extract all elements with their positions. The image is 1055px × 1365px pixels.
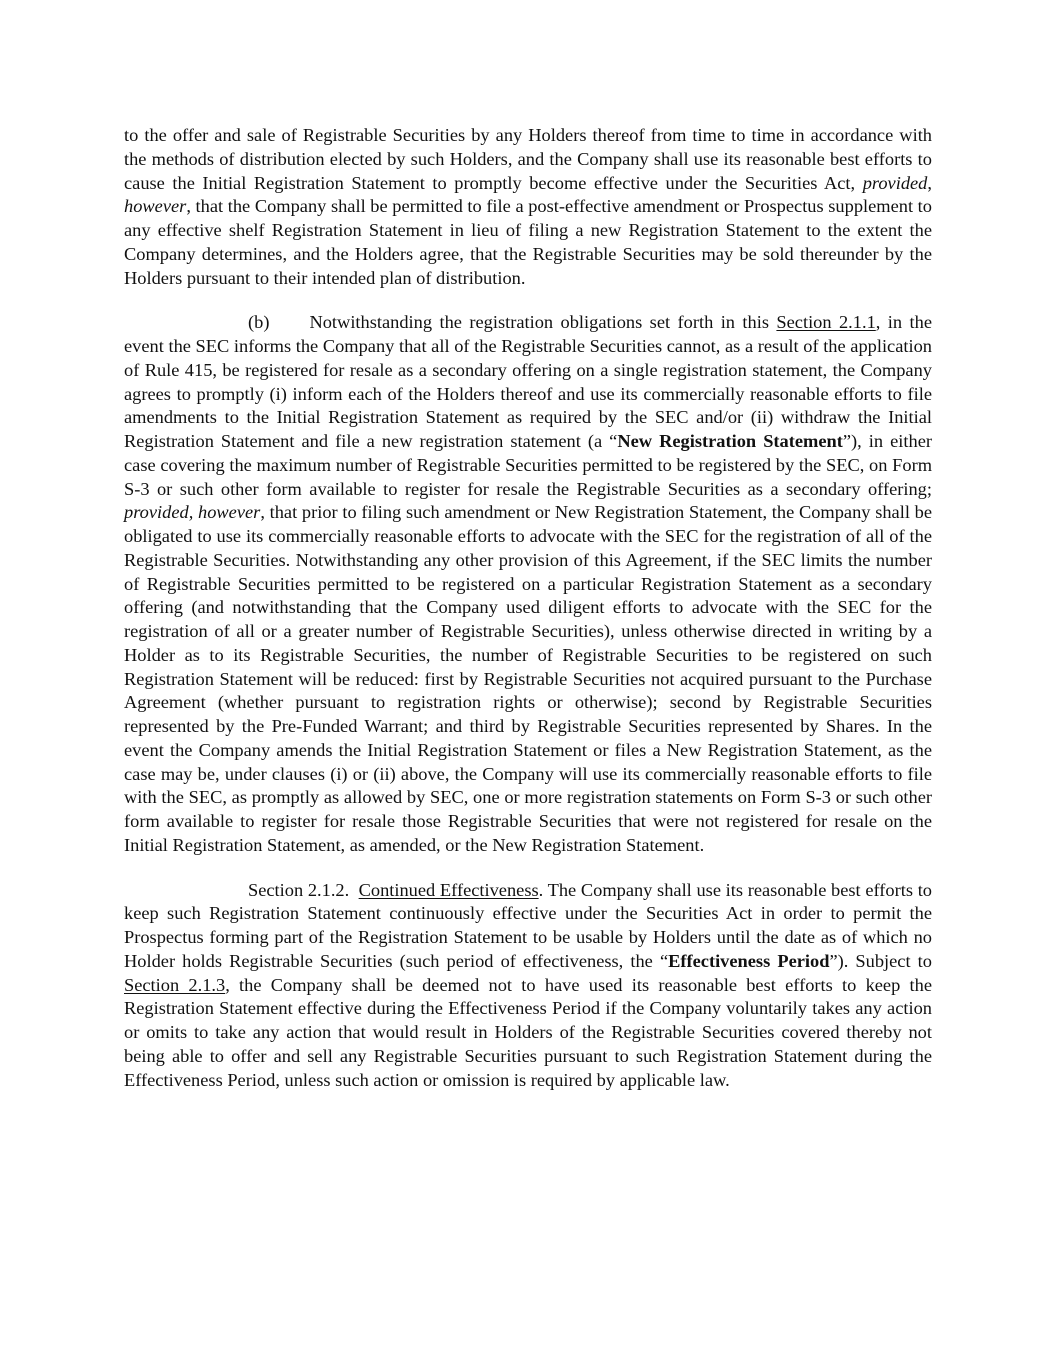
section-number: Section 2.1.2.: [248, 879, 350, 900]
text-run: ”). Subject to: [829, 950, 932, 971]
text-run: ,: [927, 172, 932, 193]
paragraph-continuation: [124, 124, 932, 290]
italic-provided-however: provided, however: [124, 502, 261, 523]
text-run: , that the Company shall be permitted to file a post-effective amendment or Prospectus supplement to any effective shelf Registration Statement in lieu of filing a new Registration Statement to the extent the Company determines, and the Holders agree, that the Registrable Securities may be sold thereunder by the Holders pursuant to their intended plan of distribution.: [124, 196, 932, 288]
clause-label: (b): [248, 312, 270, 333]
paragraph-b: [124, 311, 932, 857]
defined-term-effectiveness-period: Effectiveness Period: [668, 950, 830, 971]
paragraph-section-2-1-2: [124, 879, 932, 1093]
italic-however: however: [124, 196, 187, 217]
text-run: to the offer and sale of Registrable Securities by any Holders thereof from time to time in accordance with the methods of distribution elected by such Holders, and the Company shall use its reasonable best efforts to cause the Initial Registration Statement to promptly become effective under the Securities Act,: [124, 125, 932, 193]
text-run: , in the event the SEC informs the Company that all of the Registrable Securities cannot, as a result of the application of Rule 415, be registered for resale as a secondary offering on a single registration statement, the Company agrees to promptly (i) inform each of the Holders thereof and use its commercially reasonable efforts to file amendments to the Initial Registration Statement as required by the SEC and/or (ii) withdraw the Initial Registration Statement and file a new registration statement (a “: [124, 312, 932, 451]
section-heading-continued-effectiveness: Continued Effectiveness: [358, 879, 539, 900]
text-run: . The Company shall use its reasonable best efforts to keep such Registration Statement continuously effective under the Securities Act in order to permit the Prospectus forming part of the Registration Statement to be usable by Holders until the date as of which no Holder holds Registrable Securities (such period of effectiveness, the “: [124, 879, 932, 971]
document-page: [124, 124, 932, 1092]
section-2-1-3-reference: Section 2.1.3: [124, 974, 226, 995]
section-2-1-1-reference: Section 2.1.1: [776, 312, 876, 333]
text-run: Notwithstanding the registration obligations set forth in this: [309, 312, 777, 333]
text-run: , the Company shall be deemed not to have used its reasonable best efforts to keep the Registration Statement effective during the Effectiveness Period if the Company voluntarily takes any action or omits to take any action that would result in Holders of the Registrable Securities covered thereby not being able to offer and sell any Registrable Securities pursuant to such Registration Statement during the Effectiveness Period, unless such action or omission is required by applicable law.: [124, 974, 933, 1090]
text-run: ”), in either case covering the maximum number of Registrable Securities permitted to be registered by the SEC, on Form S-3 or such other form available to register for resale the Registrable Securities as a secondary offering;: [124, 431, 933, 499]
italic-provided: provided: [862, 172, 928, 193]
text-run: , that prior to filing such amendment or New Registration Statement, the Company shall be obligated to use its commercially reasonable efforts to advocate with the SEC for the registration of all of the Registrable Securities. Notwithstanding any other provision of this Agreement, if the SEC limits the number of Registrable Securities permitted to be registered on a particular Registration Statement as a secondary offering (and notwithstanding that the Company used diligent efforts to advocate with the SEC for the registration of all or a greater number of Registrable Securities), unless otherwise directed in writing by a Holder as to its Registrable Securities, the number of Registrable Securities to be registered on such Registration Statement will be reduced: first by Registrable Securities not acquired pursuant to the Purchase Agreement (whether pursuant to registration rights or otherwise); second by Registrable Securities represented by the Pre-Funded Warrant; and third by Registrable Securities represented by Shares. In the event the Company amends the Initial Registration Statement or files a New Registration Statement, as the case may be, under clauses (i) or (ii) above, the Company will use its commercially reasonable efforts to file with the SEC, as promptly as allowed by SEC, one or more registration statements on Form S-3 or such other form available to register for resale those Registrable Securities that were not registered for resale on the Initial Registration Statement, as amended, or the New Registration Statement.: [124, 502, 933, 855]
defined-term-new-registration-statement: New Registration Statement: [617, 431, 843, 451]
